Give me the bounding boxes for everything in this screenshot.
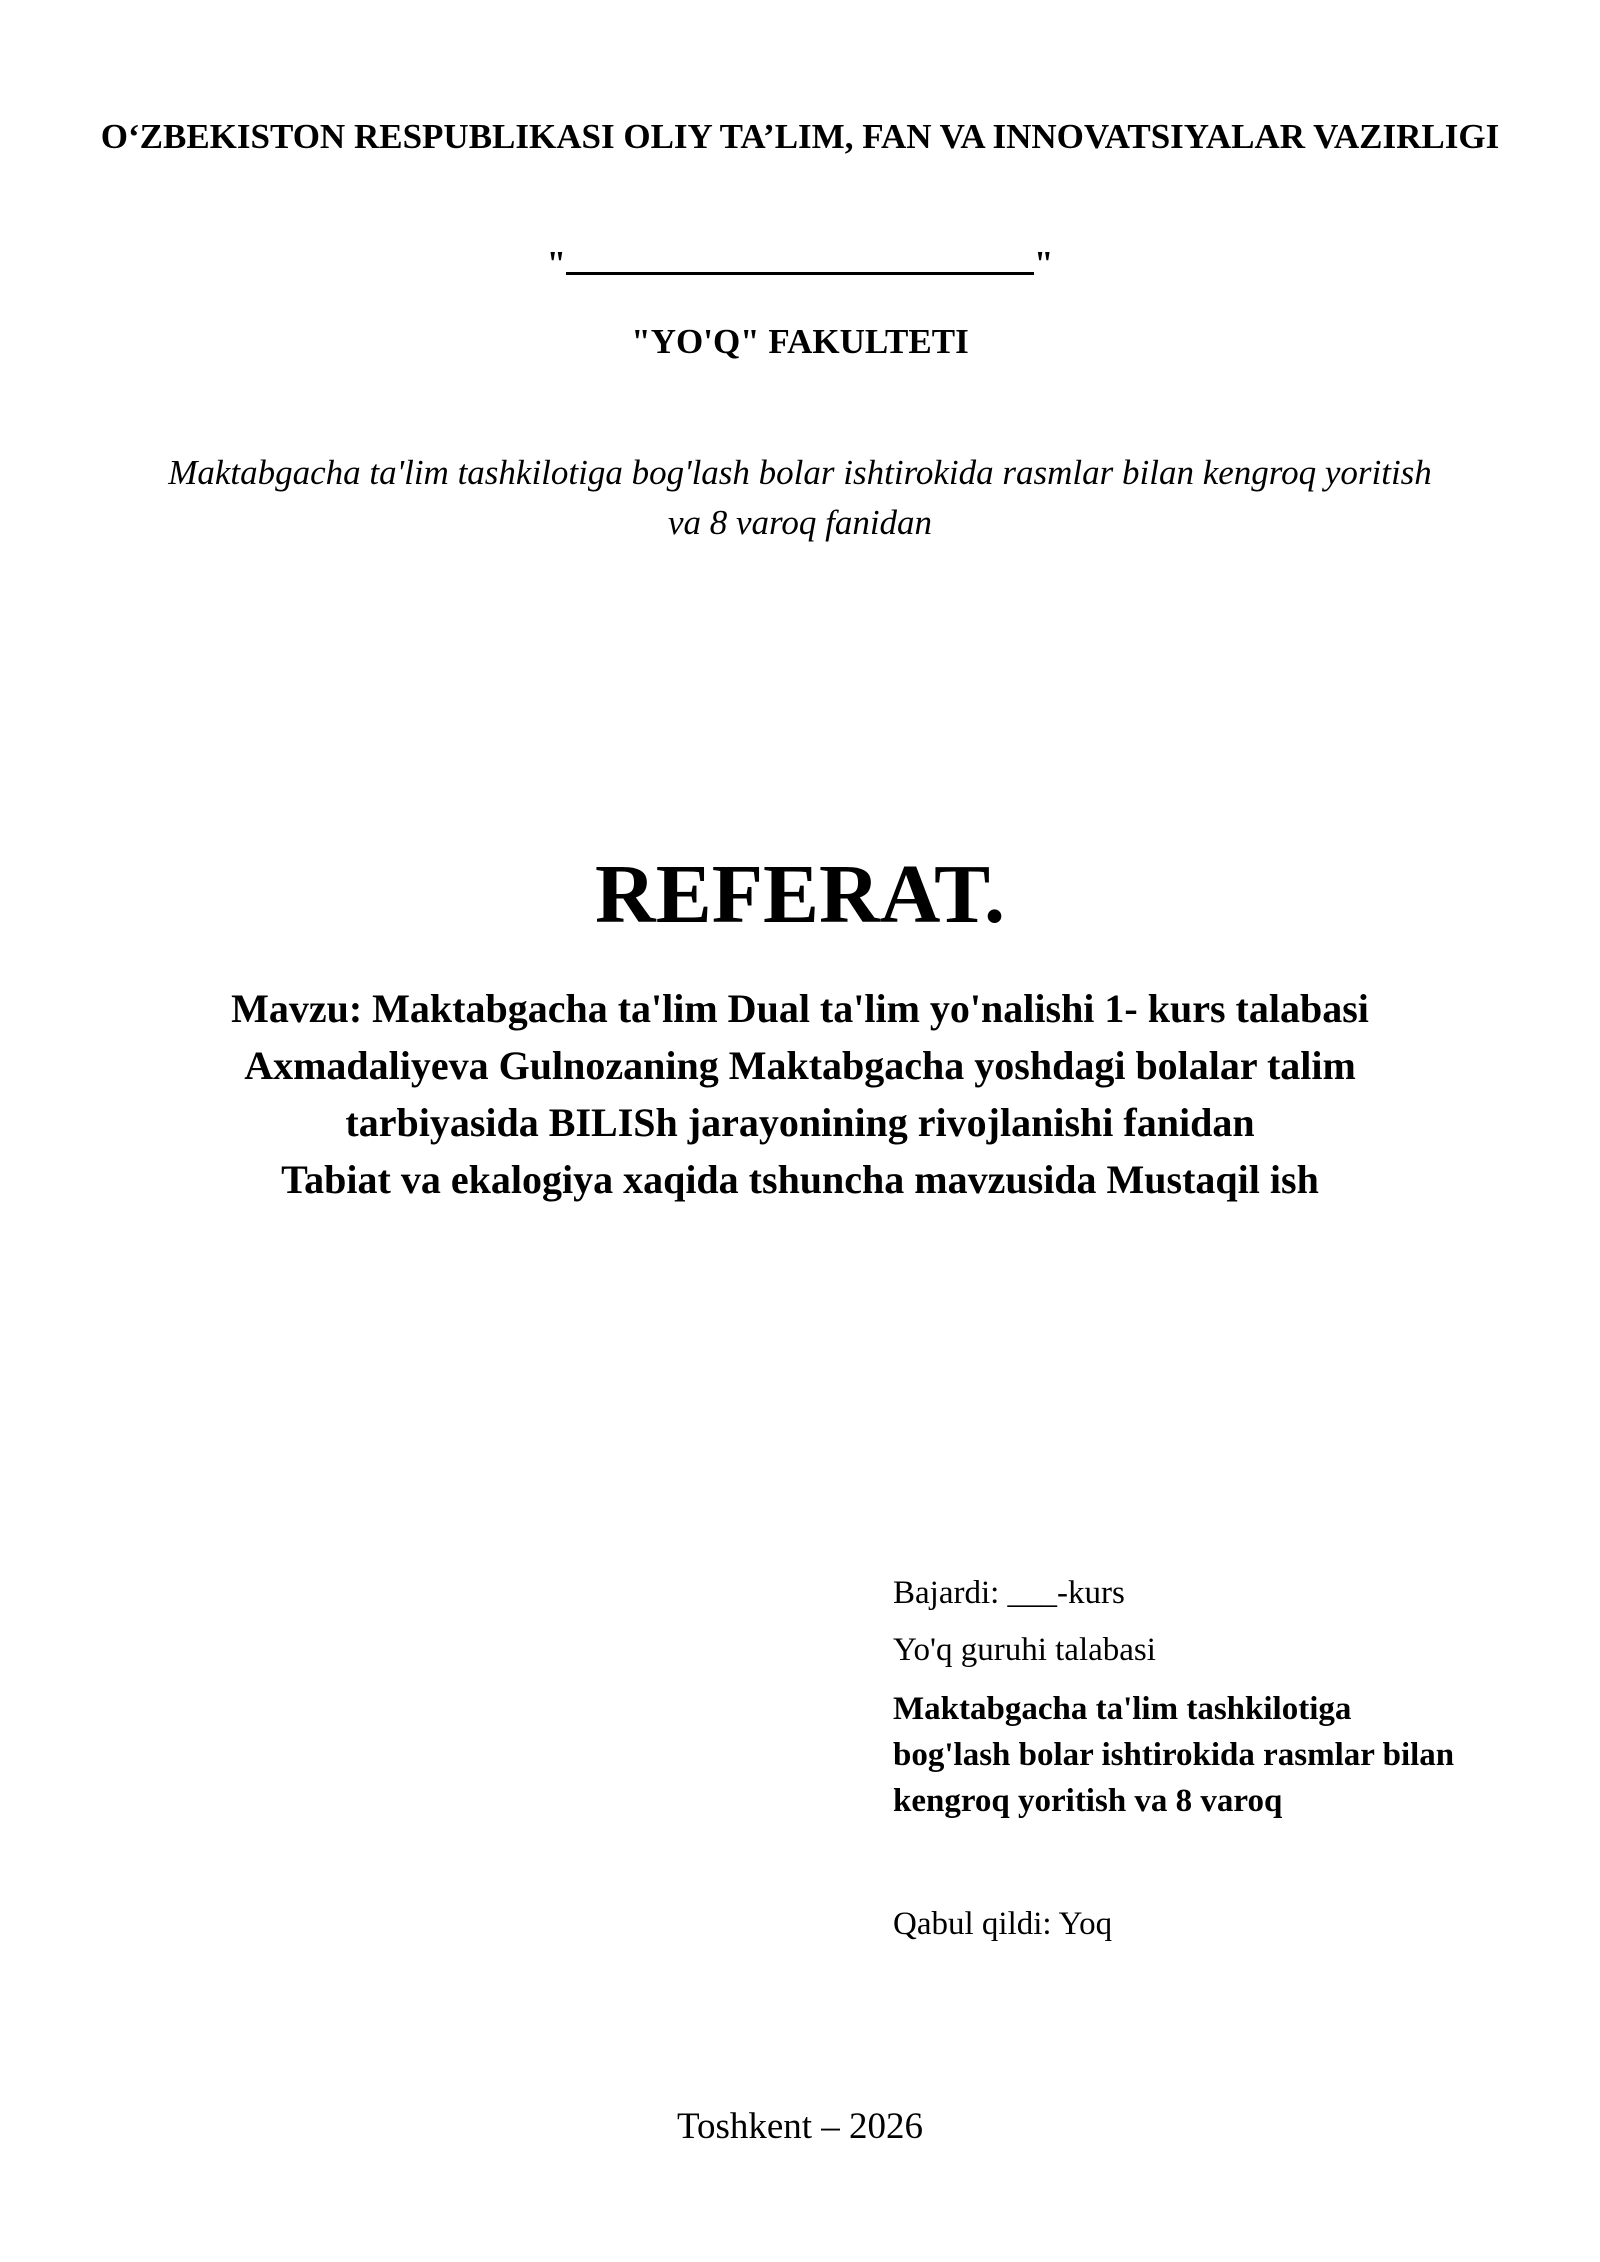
faculty-heading: "YO'Q" FAKULTETI [631, 322, 969, 361]
accepted-by-line: Qabul qildi: Yoq [893, 1906, 1113, 1942]
topic-line-2: Axmadaliyeva Gulnozaning Maktabgacha yoshdagi bolalar talim [244, 1043, 1356, 1088]
topic-line-1: Mavzu: Maktabgacha ta'lim Dual ta'lim yo'nalishi 1- kurs talabasi [231, 986, 1369, 1031]
subject-line-1: Maktabgacha ta'lim tashkilotiga bog'lash bolar ishtirokida rasmlar bilan kengroq yoritish [168, 453, 1432, 492]
institution-blank [0, 238, 1600, 289]
student-description [893, 1686, 1533, 1824]
subject-text [0, 448, 1600, 548]
document-type-title: REFERAT. [595, 848, 1005, 941]
quote-close: " [1034, 244, 1054, 283]
ministry-heading: O‘ZBEKISTON RESPUBLIKASI OLIY TA’LIM, FAN VA INNOVATSIYALAR VAZIRLIGI [100, 117, 1500, 156]
group-line: Yo'q guruhi talabasi [893, 1632, 1156, 1668]
student-line-3: kengroq yoritish va 8 varoq [893, 1783, 1283, 1819]
student-line-2: bog'lash bolar ishtirokida rasmlar bilan [893, 1737, 1455, 1773]
quote-open: " [546, 244, 566, 283]
topic-line-4: Tabiat va ekalogiya xaqida tshuncha mavzusida Mustaqil ish [281, 1157, 1319, 1202]
place-year: Toshkent – 2026 [676, 2106, 924, 2147]
blank-underline [566, 238, 1034, 275]
performer-line: Bajardi: ___-kurs [893, 1575, 1125, 1611]
topic-block [0, 980, 1600, 1208]
subject-line-2: va 8 varoq fanidan [667, 503, 933, 542]
topic-line-3: tarbiyasida BILISh jarayonining rivojlanishi fanidan [345, 1100, 1255, 1145]
student-line-1: Maktabgacha ta'lim tashkilotiga [893, 1691, 1352, 1727]
